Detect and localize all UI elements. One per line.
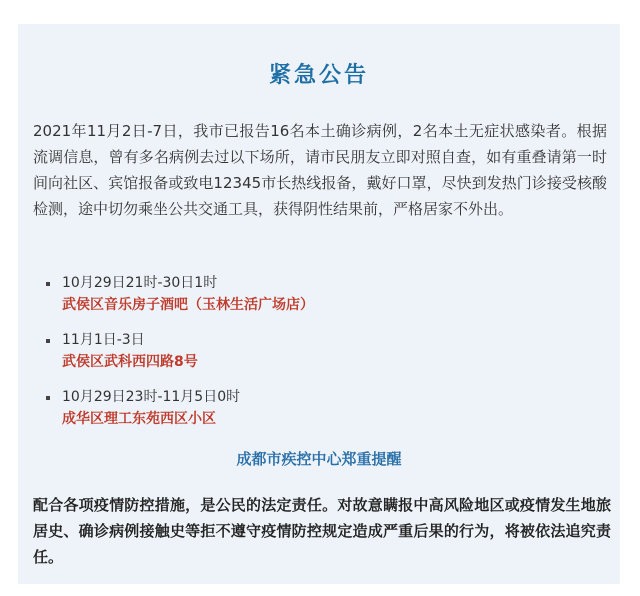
- bullet-icon: [46, 282, 50, 286]
- location-place: 武侯区武科西四路8号: [62, 354, 198, 370]
- bullet-icon: [46, 339, 50, 343]
- notice-panel: [18, 24, 620, 584]
- location-time: 10月29日23时-11月5日0时: [62, 389, 241, 405]
- cdc-reminder-heading: 成都市疾控中心郑重提醒: [236, 450, 402, 468]
- location-list: [46, 272, 586, 443]
- location-place: 武侯区音乐房子酒吧（玉林生活广场店）: [62, 297, 314, 313]
- notice-title: 紧急公告: [268, 63, 369, 88]
- location-place: 成华区理工东苑西区小区: [62, 411, 216, 427]
- list-item: [46, 329, 586, 386]
- list-item: [46, 272, 586, 329]
- bullet-icon: [46, 396, 50, 400]
- location-time: 11月1日-3日: [62, 332, 145, 348]
- list-item: [46, 386, 586, 443]
- notice-intro: 2021年11月2日-7日，我市已报告16名本土确诊病例，2名本土无症状感染者。根据流调信息，曾有多名病例去过以下场所，请市民朋友立即对照自查，如有重叠请第一时间向社区、宾馆报备或致电12345市长热线报备，戴好口罩，尽快到发热门诊接受核酸检测，途中切勿乘坐公共交通工具，获得阴性结果前，严格居家不外出。: [33, 122, 607, 218]
- location-time: 10月29日21时-30日1时: [62, 275, 218, 291]
- legal-warning: 配合各项疫情防控措施，是公民的法定责任。对故意瞒报中高风险地区或疫情发生地旅居史、确诊病例接触史等拒不遵守疫情防控规定造成严重后果的行为，将被依法追究责任。: [33, 496, 611, 566]
